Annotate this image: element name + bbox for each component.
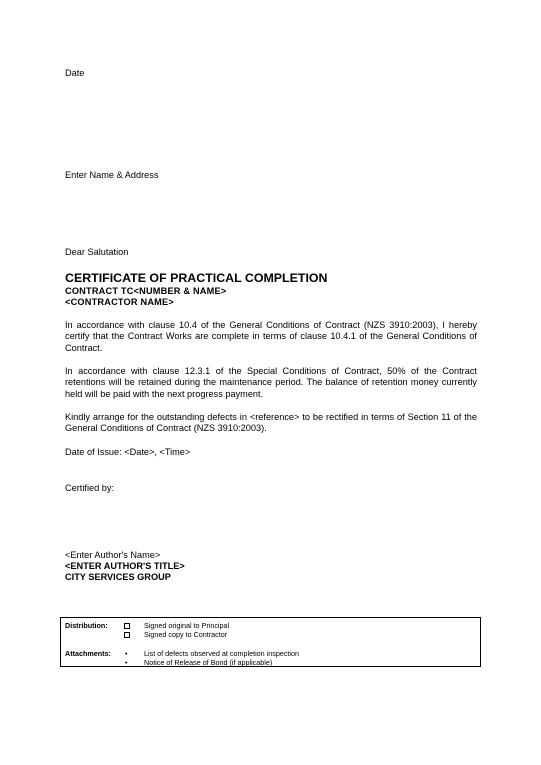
checkbox-icon (124, 632, 130, 638)
bullet-icon: • (125, 649, 128, 658)
contractor-line: <CONTRACTOR NAME> (65, 297, 174, 307)
date-field: Date (65, 68, 85, 78)
salutation: Dear Salutation (65, 247, 129, 257)
bullet-icon: • (125, 658, 128, 667)
document-title: CERTIFICATE OF PRACTICAL COMPLETION (65, 271, 328, 285)
distribution-label: Distribution: (65, 621, 108, 630)
author-title: <ENTER AUTHOR'S TITLE> (65, 561, 185, 571)
checkbox-icon (124, 623, 130, 629)
paragraph-clause-12-3-1: In accordance with clause 12.3.1 of the Special Conditions of Contract, 50% of the Contract retentions will be retained during the maintenance period. The balance of retention money currently held will be paid with the next progress payment. (65, 366, 477, 399)
paragraph-defects: Kindly arrange for the outstanding defects in <reference> to be rectified in terms of Section 11 of the General Conditions of Contract (NZS 3910:2003). (65, 412, 477, 434)
attachment-item: Notice of Release of Bond (if applicable) (144, 658, 273, 667)
distribution-box (60, 617, 481, 667)
group-name: CITY SERVICES GROUP (65, 572, 171, 582)
attachments-label: Attachments: (65, 649, 111, 658)
date-of-issue: Date of Issue: <Date>, <Time> (65, 447, 191, 457)
address-field: Enter Name & Address (65, 170, 159, 180)
distribution-item: Signed copy to Contractor (144, 630, 228, 639)
contract-line: CONTRACT TC<NUMBER & NAME> (65, 286, 227, 296)
distribution-item: Signed original to Principal (144, 621, 230, 630)
attachment-item: List of defects observed at completion inspection (144, 649, 300, 658)
paragraph-clause-10-4: In accordance with clause 10.4 of the General Conditions of Contract (NZS 3910:2003), I hereby certify that the Contract Works are complete in terms of clause 10.4.1 of the General Conditions of Contract. (65, 320, 477, 353)
author-name: <Enter Author's Name> (65, 550, 161, 560)
certified-by: Certified by: (65, 483, 115, 493)
